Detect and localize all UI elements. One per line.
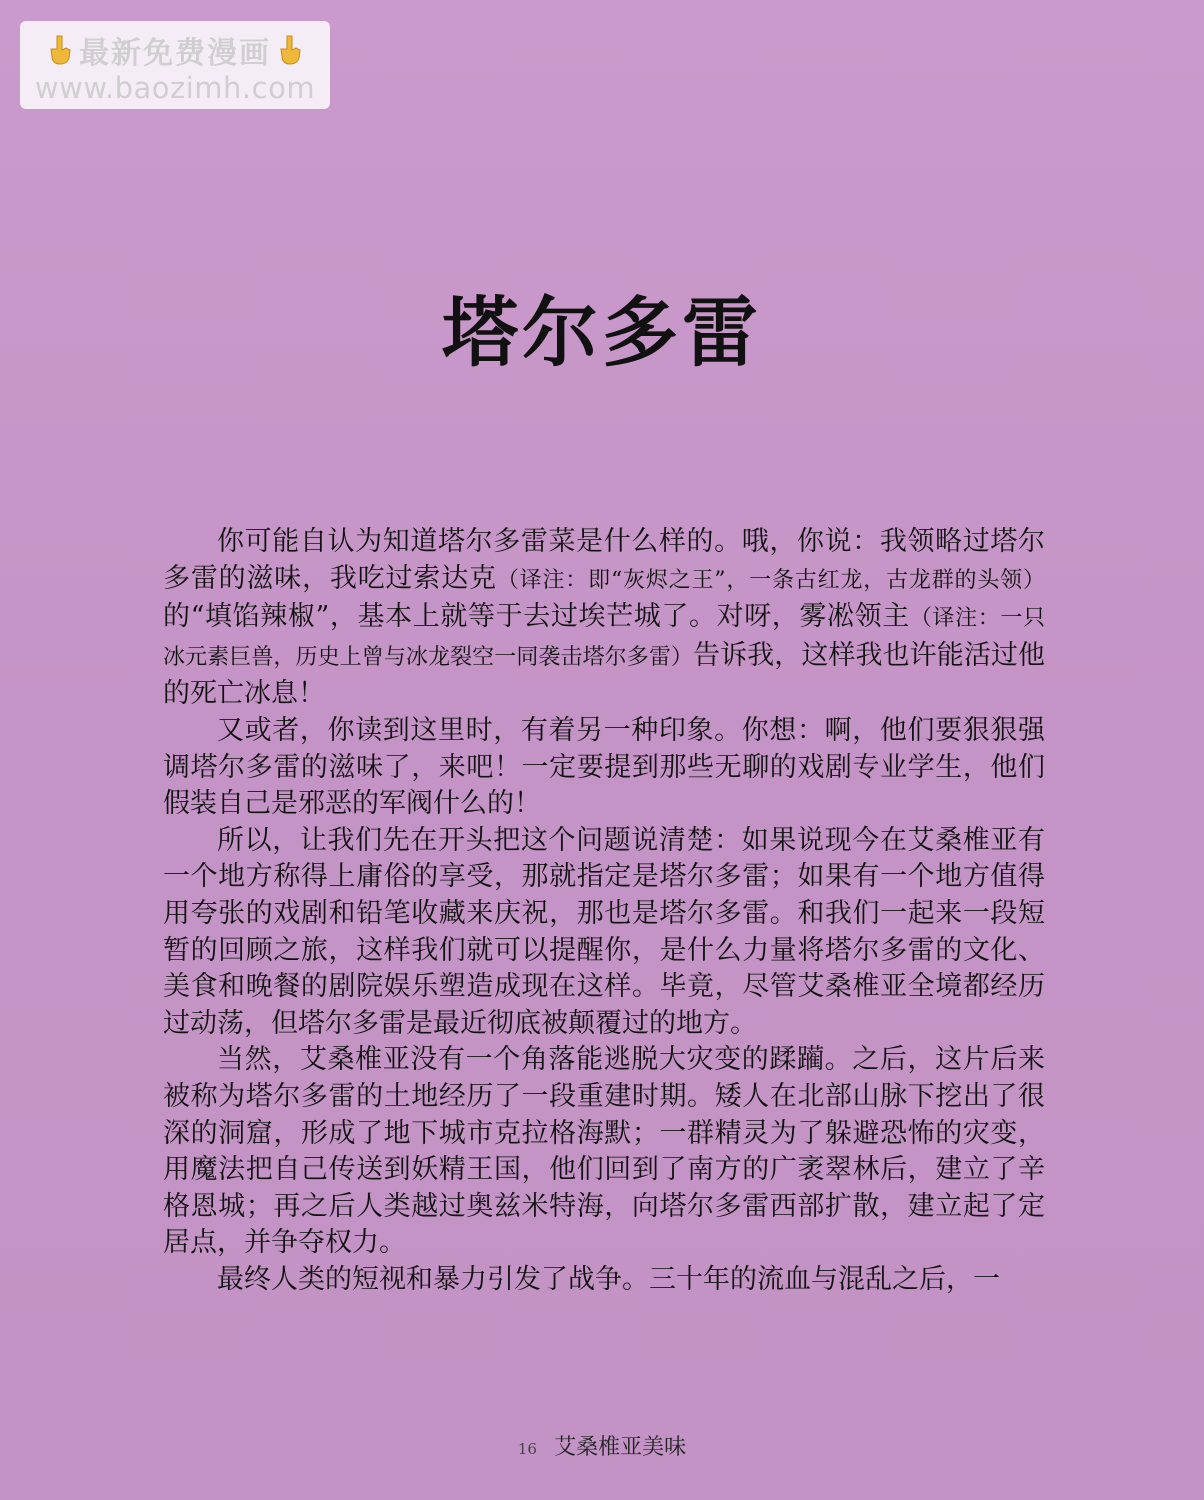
paragraph-2: 又或者，你读到这里时，有着另一种印象。你想：啊，他们要狠狠强调塔尔多雷的滋味了，来吧！一定要提到那些无聊的戏剧专业学生，他们假装自己是邪恶的军阀什么的！: [163, 714, 1045, 820]
watermark-url: www.baozimh.com: [34, 71, 316, 105]
paragraph-5: 最终人类的短视和暴力引发了战争。三十年的流血与混乱之后，一: [217, 1263, 1000, 1295]
pointing-down-hand-icon: [47, 34, 73, 66]
article-body: [163, 524, 1045, 1298]
page-number: 16: [517, 1440, 537, 1458]
page-title: 塔尔多雷: [442, 288, 762, 377]
watermark-line1-row: [34, 31, 316, 69]
paragraph-3: 所以，让我们先在开头把这个问题说清楚：如果说现今在艾桑椎亚有一个地方称得上庸俗的享受，那就指定是塔尔多雷；如果有一个地方值得用夸张的戏剧和铅笔收藏来庆祝，那也是塔尔多雷。和我们一起来一段短暂的回顾之旅，这样我们就可以提醒你，是什么力量将塔尔多雷的文化、美食和晚餐的剧院娱乐塑造成现在这样。毕竟，尽管艾桑椎亚全境都经历过动荡，但塔尔多雷是最近彻底被颠覆过的地方。: [163, 824, 1045, 1039]
translator-note-1: （译注：即“灰烬之王”，一条古红龙，古龙群的头领）: [496, 567, 1046, 593]
paragraph-4: 当然，艾桑椎亚没有一个角落能逃脱大灾变的蹂躏。之后，这片后来被称为塔尔多雷的土地经历了一段重建时期。矮人在北部山脉下挖出了很深的洞窟，形成了地下城市克拉格海默；一群精灵为了躲避恐怖的灾变，用魔法把自己传送到妖精王国，他们回到了南方的广袤翠林后，建立了辛格恩城；再之后人类越过奥兹米特海，向塔尔多雷西部扩散，建立起了定居点，并争夺权力。: [163, 1044, 1045, 1259]
pointing-down-hand-icon: [277, 34, 303, 66]
book-title: 艾桑椎亚美味: [554, 1435, 687, 1460]
page-footer: [0, 1430, 1204, 1461]
paragraph-1-part-c: 告诉我，这样我也许能活过他的死亡冰息！: [163, 639, 1045, 710]
watermark-banner[interactable]: [20, 21, 330, 109]
translator-note-2: （译注：一只冰元素巨兽，历史上曾与冰龙裂空一同袭击塔尔多雷）: [163, 606, 1045, 670]
paragraph-1-part-a: 你可能自认为知道塔尔多雷菜是什么样的。哦，你说：我领略过塔尔多雷的滋味，我吃过索达克: [163, 526, 1045, 594]
paragraph-1: [163, 524, 1045, 713]
watermark-line1: 最新免费漫画: [79, 36, 271, 71]
paragraph-1-part-b: 的“填馅辣椒”，基本上就等于去过埃芒城了。对呀，雾凇领主: [163, 601, 910, 633]
